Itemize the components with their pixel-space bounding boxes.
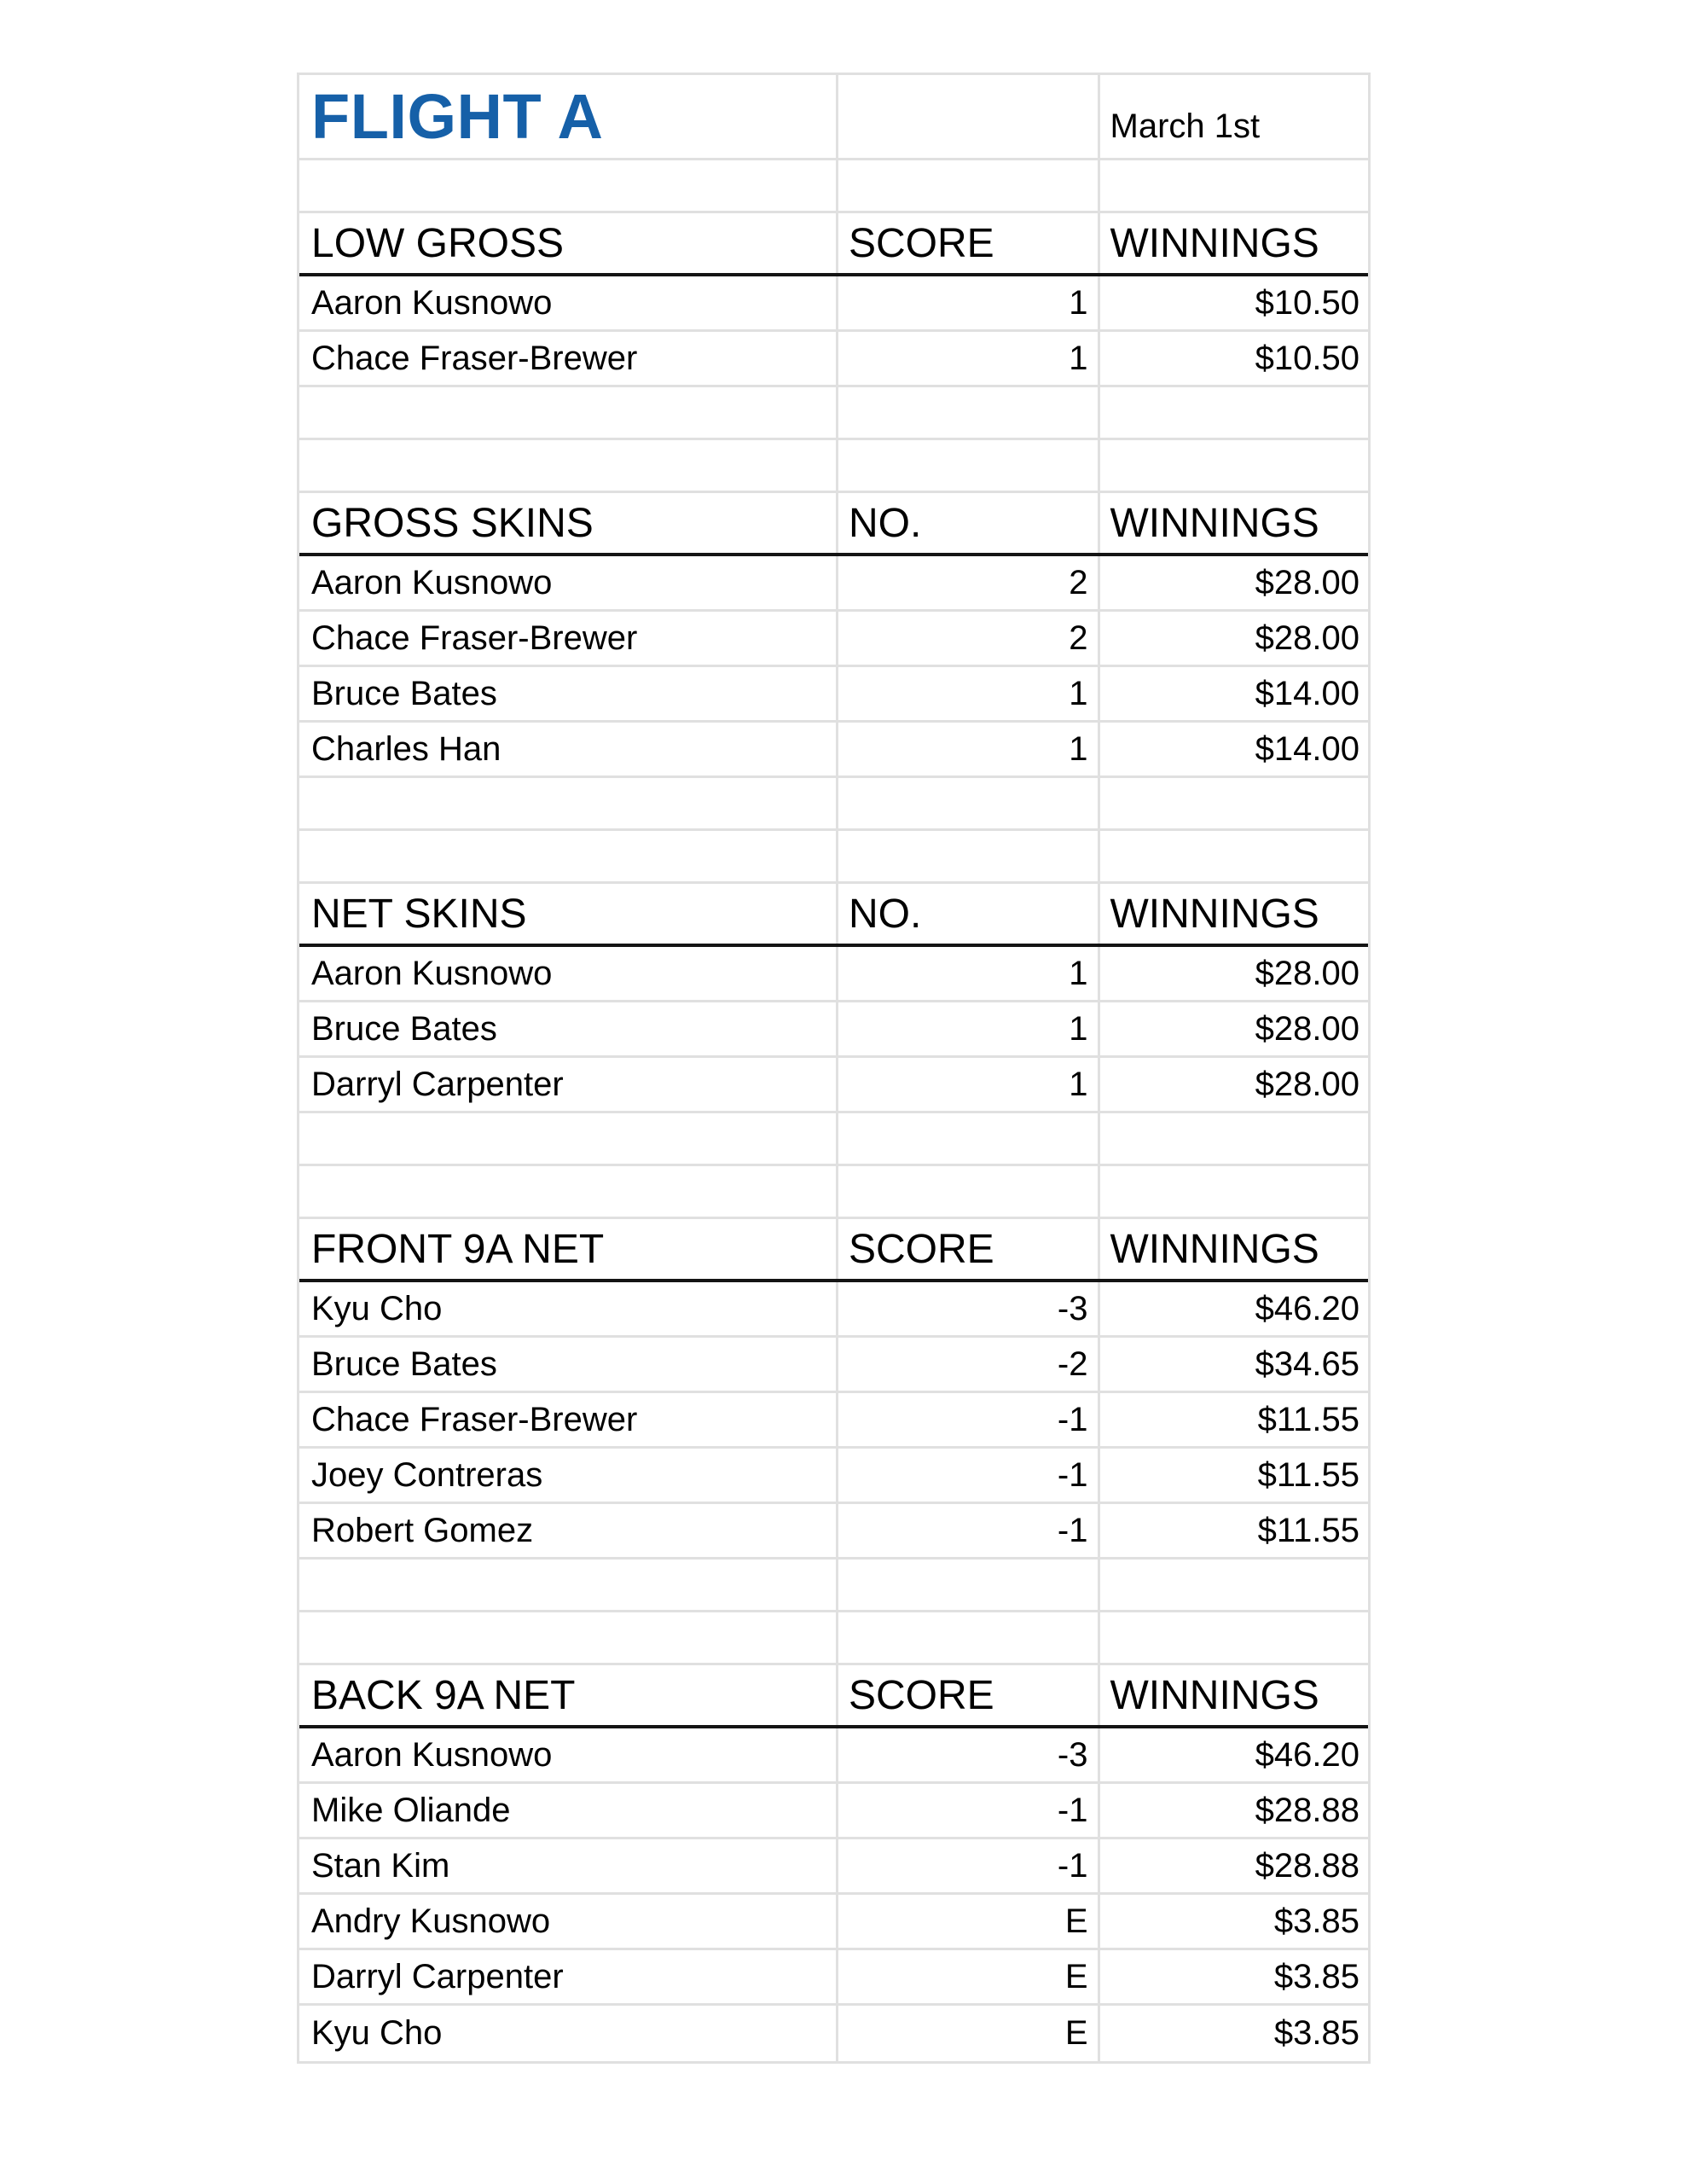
winnings-cell: $28.88 [1255,1791,1359,1829]
player-name-cell: Mike Oliande [299,1784,838,1837]
empty-cell [838,1166,1100,1217]
table-row [299,723,1368,778]
empty-cell [299,831,838,881]
player-name-cell: Bruce Bates [299,1002,838,1055]
table-row [299,1728,1368,1784]
sheet-table [297,73,1371,2064]
value-cell: E [838,1895,1100,1948]
winnings-header: WINNINGS [1110,891,1319,937]
spacer-row [299,1612,1368,1665]
spacer-row [299,387,1368,440]
winnings-cell: $28.00 [1255,563,1359,601]
sheet-date: March 1st [1110,107,1261,145]
winnings-header: WINNINGS [1110,1672,1319,1718]
player-name-cell: Chace Fraser-Brewer [299,332,838,385]
value-cell: E [838,2006,1100,2061]
winnings-cell: $46.20 [1255,1735,1359,1774]
empty-cell [838,1113,1100,1164]
player-name-cell: Kyu Cho [299,2006,838,2061]
winnings-cell: $46.20 [1255,1289,1359,1327]
winnings-cell: $10.50 [1255,339,1359,377]
player-name-cell: Charles Han [299,723,838,775]
value-cell: 1 [838,667,1100,720]
winnings-cell: $14.00 [1255,674,1359,712]
table-row [299,1449,1368,1504]
spacer-row [299,831,1368,884]
metric-header: SCORE [838,1665,1100,1725]
table-row [299,947,1368,1002]
player-name-cell: Aaron Kusnowo [299,276,838,329]
empty-cell [1100,440,1368,491]
value-cell: -1 [838,1504,1100,1557]
winnings-header: WINNINGS [1110,500,1319,546]
value-cell: 1 [838,1058,1100,1111]
player-name-cell: Chace Fraser-Brewer [299,1393,838,1446]
table-row [299,2006,1368,2061]
section-name-header: GROSS SKINS [299,493,838,553]
value-cell: 1 [838,1002,1100,1055]
winnings-cell: $28.00 [1255,1009,1359,1048]
empty-cell [838,778,1100,828]
player-name-cell: Chace Fraser-Brewer [299,612,838,665]
section-header-row [299,1219,1368,1282]
table-row [299,556,1368,612]
value-cell: 1 [838,947,1100,1000]
empty-cell [299,1560,838,1610]
winnings-cell: $14.00 [1255,729,1359,768]
table-row [299,332,1368,387]
value-cell: -2 [838,1338,1100,1391]
value-cell: -3 [838,1282,1100,1335]
spacer-row [299,1113,1368,1166]
player-name-cell: Aaron Kusnowo [299,947,838,1000]
section-name-header: FRONT 9A NET [299,1219,838,1279]
value-cell: 2 [838,556,1100,609]
table-row [299,1282,1368,1338]
winnings-cell: $3.85 [1273,1957,1359,1995]
title-row [299,75,1368,160]
empty-cell [1100,1612,1368,1663]
empty-cell [1100,160,1368,211]
metric-header: NO. [838,493,1100,553]
metric-header: SCORE [838,213,1100,273]
winnings-cell: $28.00 [1255,1065,1359,1103]
winnings-cell: $3.85 [1273,1902,1359,1940]
table-row [299,1784,1368,1839]
winnings-cell: $28.00 [1255,954,1359,992]
metric-header: NO. [838,884,1100,944]
section-name-header: BACK 9A NET [299,1665,838,1725]
table-row [299,276,1368,332]
winnings-header: WINNINGS [1110,1226,1319,1272]
winnings-cell: $11.55 [1257,1511,1359,1549]
player-name-cell: Stan Kim [299,1839,838,1892]
table-row [299,1950,1368,2006]
empty-cell [838,440,1100,491]
section-name-header: NET SKINS [299,884,838,944]
section-name-header: LOW GROSS [299,213,838,273]
empty-cell [838,75,1100,158]
spacer-row [299,1166,1368,1219]
section-header-row [299,884,1368,947]
winnings-header: WINNINGS [1110,220,1319,266]
player-name-cell: Darryl Carpenter [299,1058,838,1111]
spacer-row [299,440,1368,493]
empty-cell [299,160,838,211]
table-row [299,1895,1368,1950]
player-name-cell: Kyu Cho [299,1282,838,1335]
value-cell: -1 [838,1839,1100,1892]
value-cell: E [838,1950,1100,2003]
table-row [299,1338,1368,1393]
empty-cell [299,1113,838,1164]
empty-cell [838,1560,1100,1610]
player-name-cell: Bruce Bates [299,1338,838,1391]
table-row [299,667,1368,723]
player-name-cell: Darryl Carpenter [299,1950,838,2003]
empty-cell [838,160,1100,211]
table-row [299,1058,1368,1113]
winnings-cell: $11.55 [1257,1400,1359,1438]
value-cell: 1 [838,723,1100,775]
winnings-cell: $28.88 [1255,1846,1359,1885]
value-cell: -1 [838,1784,1100,1837]
metric-header: SCORE [838,1219,1100,1279]
sheet-title: FLIGHT A [299,75,838,158]
value-cell: -1 [838,1449,1100,1502]
winnings-cell: $28.00 [1255,619,1359,657]
value-cell: -3 [838,1728,1100,1781]
section-header-row [299,213,1368,276]
table-row [299,612,1368,667]
value-cell: -1 [838,1393,1100,1446]
player-name-cell: Aaron Kusnowo [299,1728,838,1781]
empty-cell [1100,778,1368,828]
player-name-cell: Joey Contreras [299,1449,838,1502]
player-name-cell: Andry Kusnowo [299,1895,838,1948]
table-row [299,1002,1368,1058]
empty-cell [838,1612,1100,1663]
section-header-row [299,493,1368,556]
winnings-cell: $34.65 [1255,1345,1359,1383]
winnings-cell: $10.50 [1255,283,1359,322]
player-name-cell: Bruce Bates [299,667,838,720]
player-name-cell: Aaron Kusnowo [299,556,838,609]
empty-cell [1100,1166,1368,1217]
empty-cell [299,1612,838,1663]
winnings-cell: $3.85 [1273,2014,1359,2052]
empty-cell [299,387,838,438]
section-header-row [299,1665,1368,1728]
empty-cell [1100,1560,1368,1610]
value-cell: 1 [838,332,1100,385]
empty-cell [299,778,838,828]
value-cell: 1 [838,276,1100,329]
empty-cell [838,387,1100,438]
empty-cell [1100,1113,1368,1164]
spacer-row [299,778,1368,831]
spacer-row [299,160,1368,213]
empty-cell [1100,831,1368,881]
value-cell: 2 [838,612,1100,665]
empty-cell [838,831,1100,881]
empty-cell [299,440,838,491]
table-row [299,1504,1368,1560]
empty-cell [299,1166,838,1217]
empty-cell [1100,387,1368,438]
table-row [299,1839,1368,1895]
winnings-cell: $11.55 [1257,1455,1359,1494]
table-row [299,1393,1368,1449]
spacer-row [299,1560,1368,1612]
player-name-cell: Robert Gomez [299,1504,838,1557]
